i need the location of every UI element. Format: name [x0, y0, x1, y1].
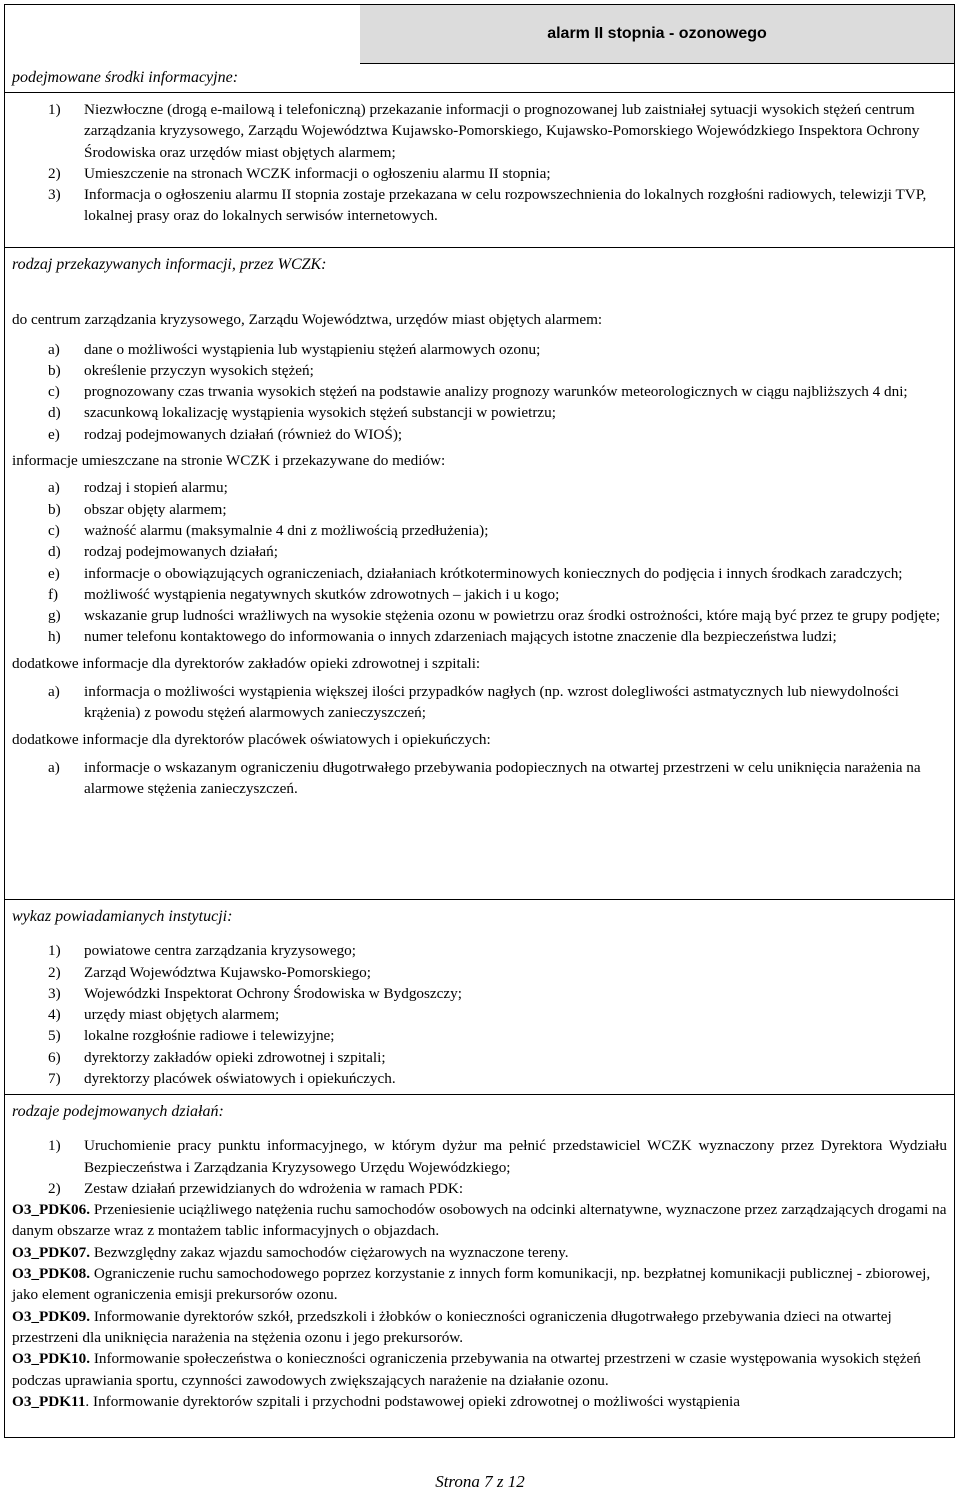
- list-item: 1) powiatowe centra zarządzania kryzysowego;: [48, 942, 356, 960]
- pdk-item: O3_PDK06. Przeniesienie uciążliwego natężenia ruchu samochodów osobowych na odcinki alternatywne, wyznaczone przez zarządzających drogami na danym obszarze wraz z montażem tablic informacyjnych o objazdach.: [12, 1201, 947, 1240]
- info-section: [4, 248, 955, 900]
- measures-label: podejmowane środki informacyjne:: [12, 69, 239, 86]
- pdk-item: O3_PDK07. Bezwzględny zakaz wjazdu samochodów ciężarowych na wyznaczone tereny.: [12, 1243, 569, 1261]
- document: [4, 4, 955, 1438]
- list-item: b) określenie przyczyn wysokich stężeń;: [48, 361, 314, 379]
- pdk-item: O3_PDK08. Ograniczenie ruchu samochodowego poprzez korzystanie z innych form komunikacji, np. bezpłatnej komunikacji publicznej - zbiorowej, jako element ograniczenia emisji prekursorów ozonu.: [12, 1265, 931, 1304]
- list-item: c) prognozowany czas trwania wysokich stężeń na podstawie analizy prognozy warunków meteorologicznych w ciągu najbliższych 4 dni;: [48, 383, 908, 401]
- group4-list: [12, 757, 947, 800]
- list-item: 3) Informacja o ogłoszeniu alarmu II stopnia zostaje przekazana w celu rozpowszechnienia do lokalnych rozgłośni radiowych, telewizji TVP, lokalnej prasy oraz do lokalnych serwisów internetowych.: [48, 186, 927, 225]
- list-item: a) informacja o możliwości wystąpienia większej ilości przypadków nagłych (np. wzrost dolegliwości astmatycznych lub niewydolności krążenia) z powodu stężeń alarmowych zanieczyszczeń;: [48, 683, 899, 722]
- list-item: a) dane o możliwości wystąpienia lub wystąpieniu stężeń alarmowych ozonu;: [48, 340, 541, 358]
- list-item: 1) Uruchomienie pracy punktu informacyjnego, w którym dyżur ma pełnić przedstawiciel WCZK wyznaczony przez Dyrektora Wydziału Bezpieczeństwa i Zarządzania Kryzysowego Urzędu Wojewódzkiego;: [48, 1137, 947, 1176]
- list-item: 4) urzędy miast objętych alarmem;: [48, 1006, 280, 1024]
- actions-list: [12, 1135, 947, 1199]
- pdk-list: [12, 1199, 947, 1412]
- measures-section: [4, 93, 955, 248]
- list-item: d) rodzaj podejmowanych działań;: [48, 543, 278, 561]
- group2-list: [12, 477, 947, 647]
- info-section-label: rodzaj przekazywanych informacji, przez WCZK:: [12, 256, 327, 273]
- institutions-label: wykaz powiadamianych instytucji:: [12, 908, 233, 925]
- list-item: 5) lokalne rozgłośnie radiowe i telewizyjne;: [48, 1027, 335, 1045]
- measures-list: [12, 99, 947, 227]
- actions-section: [4, 1095, 955, 1438]
- list-item: 2) Umieszczenie na stronach WCZK informacji o ogłoszeniu alarmu II stopnia;: [48, 164, 551, 182]
- pdk-item: O3_PDK11. Informowanie dyrektorów szpitali i przychodni podstawowej opieki zdrowotnej o możliwości wystąpienia: [12, 1392, 741, 1410]
- group1-list: [12, 339, 947, 445]
- group-title: do centrum zarządzania kryzysowego, Zarządu Województwa, urzędów miast objętych alarmem:: [12, 311, 603, 329]
- alarm-title: alarm II stopnia - ozonowego: [547, 25, 767, 42]
- list-item: g) wskazanie grup ludności wrażliwych na wysokie stężenia ozonu w powietrzu oraz środki ostrożności, które mają być przez te grupy podjęte;: [48, 607, 941, 625]
- list-item: b) obszar objęty alarmem;: [48, 500, 227, 518]
- institutions-list: [12, 940, 947, 1089]
- page-number: Strona 7 z 12: [435, 1472, 525, 1491]
- group-title: dodatkowe informacje dla dyrektorów zakładów opieki zdrowotnej i szpitali:: [12, 654, 481, 672]
- group3-list: [12, 681, 947, 724]
- list-item: 3) Wojewódzki Inspektorat Ochrony Środowiska w Bydgoszczy;: [48, 984, 462, 1002]
- group-title: informacje umieszczane na stronie WCZK i przekazywane do mediów:: [12, 452, 446, 470]
- pdk-item: O3_PDK09. Informowanie dyrektorów szkół, przedszkoli i żłobków o konieczności ograniczenia długotrwałego przebywania dzieci na otwartej przestrzeni dla uniknięcia narażenia na stężenia ozonu i jego prekursorów.: [12, 1307, 892, 1346]
- actions-label: rodzaje podejmowanych działań:: [12, 1103, 224, 1120]
- list-item: 1) Niezwłoczne (drogą e-mailową i telefoniczną) przekazanie informacji o prognozowanej lub zaistniałej sytuacji wysokich stężeń centrum zarządzania kryzysowego, Zarządu Województwa Kujawsko-Pomorskiego, Kujawsko-Pomorskiego Wojewódzkiego Inspektora Ochrony Środowiska oraz urzędów miast objętych alarmem;: [48, 101, 920, 161]
- list-item: h) numer telefonu kontaktowego do informowania o innych zdarzeniach mających istotne znaczenie dla bezpieczeństwa ludzi;: [48, 628, 837, 646]
- institutions-section: [4, 900, 955, 1095]
- list-item: a) informacje o wskazanym ograniczeniu długotrwałego przebywania podopiecznych na otwartej przestrzeni w celu uniknięcia narażenia na alarmowe stężenia zanieczyszczeń.: [48, 758, 921, 798]
- document-header: [4, 4, 955, 93]
- list-item: c) ważność alarmu (maksymalnie 4 dni z możliwością przedłużenia);: [48, 521, 489, 539]
- group-title: dodatkowe informacje dla dyrektorów placówek oświatowych i opiekuńczych:: [12, 730, 491, 748]
- list-item: 7) dyrektorzy placówek oświatowych i opiekuńczych.: [48, 1070, 396, 1088]
- list-item: 2) Zestaw działań przewidzianych do wdrożenia w ramach PDK:: [48, 1179, 464, 1197]
- list-item: a) rodzaj i stopień alarmu;: [48, 479, 228, 497]
- list-item: 2) Zarząd Województwa Kujawsko-Pomorskiego;: [48, 963, 371, 981]
- list-item: e) informacje o obowiązujących ograniczeniach, działaniach krótkoterminowych koniecznych do podjęcia i innych środkach zaradczych;: [48, 564, 903, 582]
- list-item: f) możliwość wystąpienia negatywnych skutków zdrowotnych – jakich i u kogo;: [48, 585, 560, 603]
- list-item: e) rodzaj podejmowanych działań (również do WIOŚ);: [48, 425, 403, 443]
- list-item: d) szacunkową lokalizację wystąpienia wysokich stężeń substancji w powietrzu;: [48, 404, 556, 422]
- pdk-item: O3_PDK10. Informowanie społeczeństwa o konieczności ograniczenia przebywania na otwartej przestrzeni w czasie występowania wysokich stężeń podczas uprawiania sportu, czynności zawodowych zwiększających narażenie na działanie ozonu.: [12, 1350, 921, 1389]
- list-item: 6) dyrektorzy zakładów opieki zdrowotnej i szpitali;: [48, 1048, 386, 1066]
